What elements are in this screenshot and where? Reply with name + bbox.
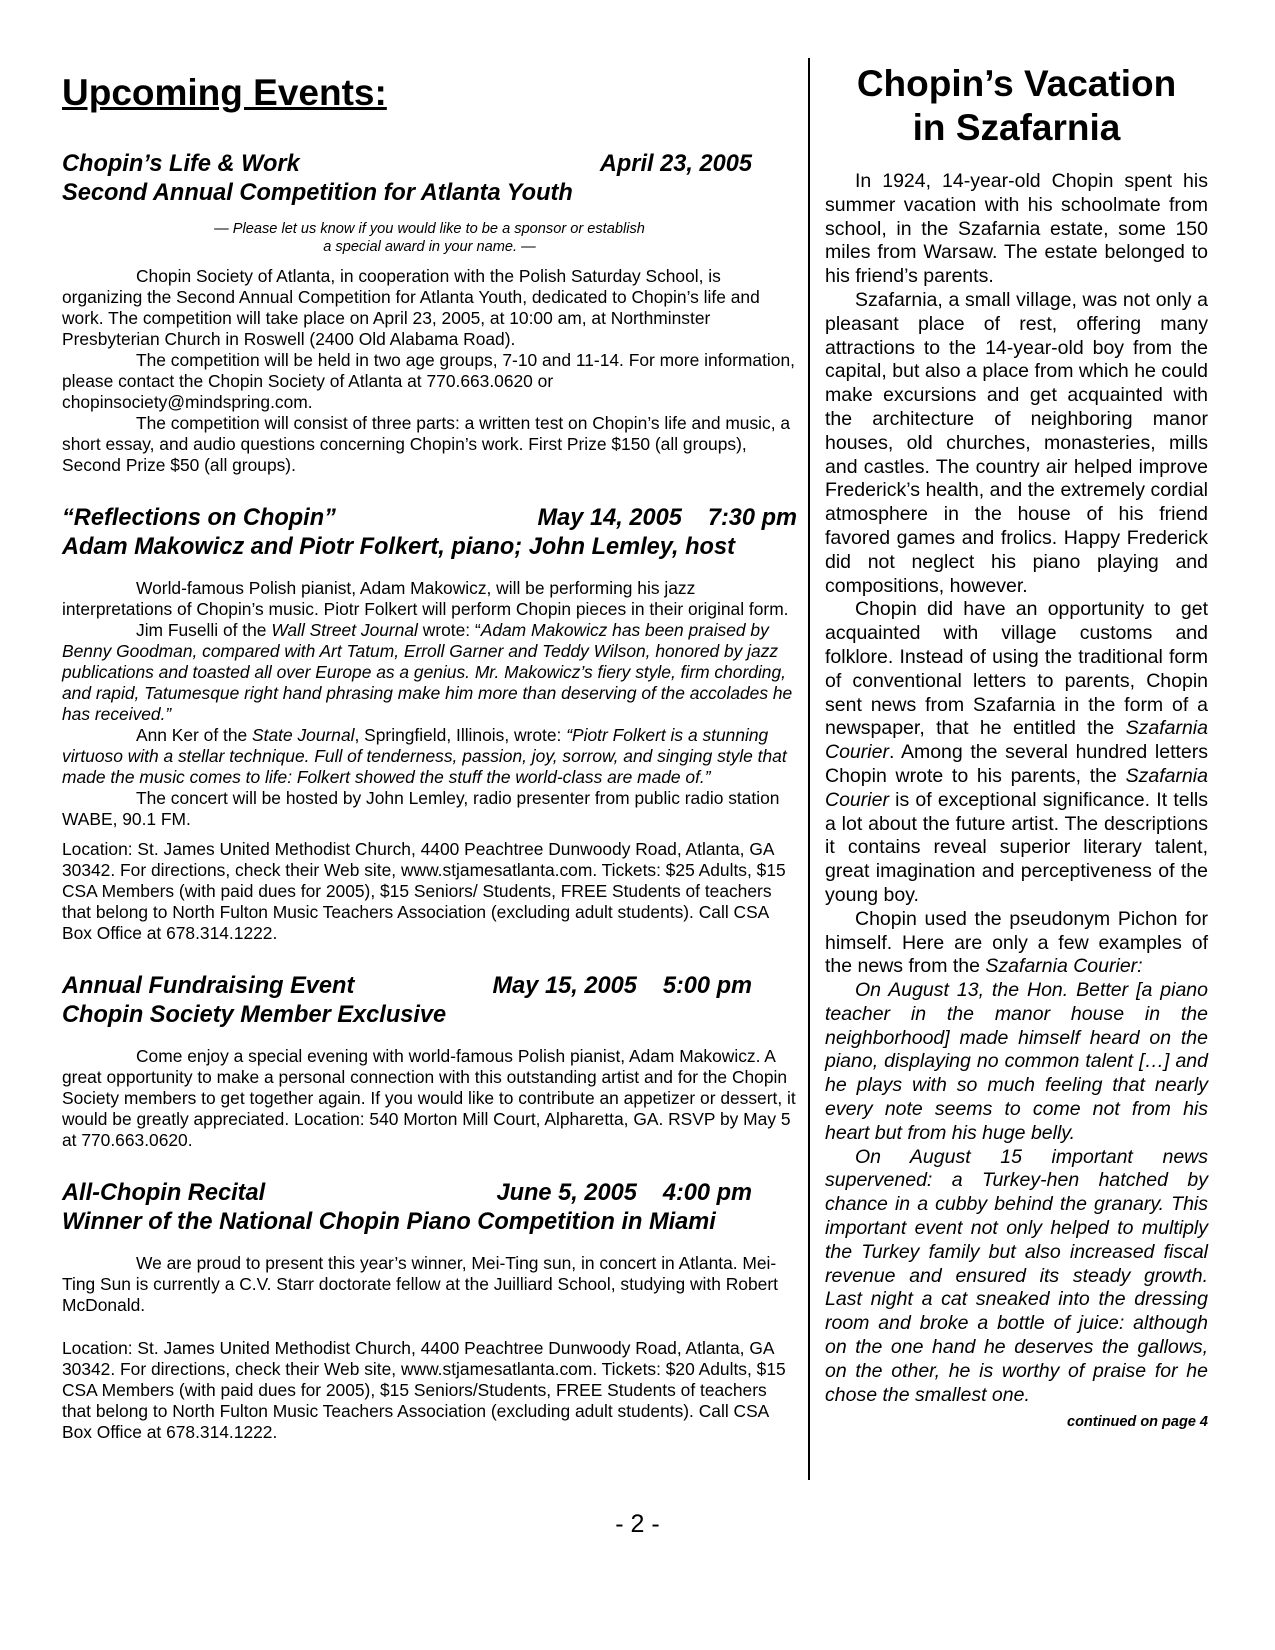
event-time: 5:00 pm bbox=[662, 973, 752, 999]
newspaper-name: Szafarnia Courier bbox=[825, 717, 1208, 764]
continued-note: continued on page 4 bbox=[1067, 1414, 1208, 1431]
event-title: Annual Fundraising Event bbox=[62, 973, 355, 999]
event-body bbox=[62, 578, 797, 944]
article-paragraph: In 1924, 14-year-old Chopin spent his summer vacation with his schoolmate from school, in the Szafarnia estate, some 150 miles from Warsaw. The estate belonged to his friend’s parents. bbox=[825, 170, 1208, 288]
event-title: Chopin’s Life & Work bbox=[62, 151, 300, 177]
newspaper-name: Szafarnia Courier bbox=[825, 764, 1208, 811]
text: wrote: “ bbox=[417, 620, 481, 640]
event-body bbox=[62, 1253, 797, 1443]
article-title-line: Chopin’s Vacation bbox=[856, 63, 1177, 104]
event-title-row bbox=[62, 150, 752, 179]
event-header bbox=[62, 1179, 797, 1237]
article-title-line: in Szafarnia bbox=[912, 107, 1121, 148]
event-title: All-Chopin Recital bbox=[62, 1180, 266, 1206]
article-column bbox=[825, 58, 1208, 1431]
event-paragraph: Come enjoy a special evening with world-famous Polish pianist, Adam Makowicz. A great opportunity to make a personal connection with this outstanding artist and for the Chopin Society members to get together again. If you would like to contribute an appetizer or dessert, it would be greatly appreciated. Location: 540 Morton Mill Court, Alpharetta, GA. RSVP by May 5 at 770.663.0620. bbox=[62, 1046, 796, 1150]
publication-name: State Journal bbox=[252, 725, 355, 745]
event-time: 4:00 pm bbox=[662, 1180, 752, 1206]
event-subtitle: Adam Makowicz and Piotr Folkert, piano; John Lemley, host bbox=[62, 534, 735, 560]
event-subtitle: Chopin Society Member Exclusive bbox=[62, 1002, 447, 1028]
event-title-row bbox=[62, 504, 797, 533]
article-title bbox=[825, 62, 1208, 150]
event-subtitle: Second Annual Competition for Atlanta Youth bbox=[62, 180, 573, 206]
event-when bbox=[538, 504, 797, 533]
upcoming-events-column bbox=[62, 70, 797, 1471]
page-number: - 2 - bbox=[615, 1510, 660, 1538]
event-body bbox=[62, 1046, 797, 1151]
event-header bbox=[62, 150, 797, 208]
event-paragraph: World-famous Polish pianist, Adam Makowicz, will be performing his jazz interpretations of Chopin’s music. Piotr Folkert will perform Chopin pieces in their original form. bbox=[62, 578, 789, 619]
text: Ann Ker of the bbox=[136, 725, 253, 745]
event-paragraph: We are proud to present this year’s winner, Mei-Ting sun, in concert in Atlanta. Mei-Ting Sun is currently a C.V. Starr doctorate fellow at the Juilliard School, studying with Robert McDonald. bbox=[62, 1253, 778, 1315]
text: , Springfield, Illinois, wrote: bbox=[354, 725, 567, 745]
article-paragraph bbox=[825, 598, 1208, 907]
newspaper-name: Szafarnia Courier: bbox=[985, 955, 1143, 978]
event-subtitle: Winner of the National Chopin Piano Competition in Miami bbox=[62, 1209, 716, 1235]
quote-text: Adam Makowicz has been praised by Benny Goodman, compared with Art Tatum, Erroll Garner and Teddy Wilson, honored by jazz publications and toasted all over Europe as a genius. Mr. Makowicz’s fiery style, firm chording, and rapid, Tatumesque right hand phrasing make him more than deserving of the accolades he has received.” bbox=[62, 620, 793, 724]
article-paragraph bbox=[825, 908, 1208, 979]
event-title: “Reflections on Chopin” bbox=[62, 505, 336, 531]
event-date: May 14, 2005 bbox=[537, 505, 682, 531]
text: . Among the several hundred letters Chopin wrote to his parents, the bbox=[825, 741, 1208, 787]
sponsor-note: — Please let us know if you would like to be a sponsor or establish a special award in your name. — bbox=[214, 221, 645, 255]
event-chopins-life-work bbox=[62, 150, 797, 476]
event-paragraph: Chopin Society of Atlanta, in cooperation with the Polish Saturday School, is organizing the Second Annual Competition for Atlanta Youth, dedicated to Chopin’s life and work. The competition will take place on April 23, 2005, at 10:00 am, at Northminster Presbyterian Church in Roswell (2400 Old Alabama Road). bbox=[62, 266, 760, 349]
event-all-chopin-recital bbox=[62, 1179, 797, 1443]
text: is of exceptional significance. It tells a lot about the future artist. The descriptions it contains reveal superior literary talent, great imagination and perceptiveness of the young boy. bbox=[825, 788, 1208, 906]
text: Chopin did have an opportunity to get acquainted with village customs and folklore. Instead of using the traditional form of conventional letters to parents, Chopin sent news from Szafarnia in the form of a newspaper, that he entitled the bbox=[825, 598, 1208, 740]
column-divider bbox=[808, 58, 810, 1480]
event-date: June 5, 2005 bbox=[496, 1180, 637, 1206]
courier-quote: On August 13, the Hon. Better [a piano teacher in the manor house in the neighborhood] made himself heard on the piano, displaying no common talent […] and he plays with so much feeling that nearly every note seems to come not from his heart but from his huge belly. bbox=[825, 979, 1208, 1144]
text: Chopin used the pseudonym Pichon for himself. Here are only a few examples of the news from the bbox=[825, 907, 1208, 978]
event-annual-fundraising bbox=[62, 972, 797, 1151]
event-header bbox=[62, 972, 797, 1030]
event-date: April 23, 2005 bbox=[599, 151, 752, 177]
event-time: 7:30 pm bbox=[707, 505, 797, 531]
event-header bbox=[62, 504, 797, 562]
quote-text: “Piotr Folkert is a stunning virtuoso with a stellar technique. Full of tenderness, passion, joy, sorrow, and singing style that made the music comes to life: Folkert showed the stuff the world-class are made of.” bbox=[62, 725, 787, 787]
article-paragraph: Szafarnia, a small village, was not only a pleasant place of rest, offering many attractions to the 14-year-old boy from the capital, but also a place from which he could make excursions and get acquainted with the architecture of neighboring manor houses, old churches, monasteries, mills and castles. The country air helped improve Frederick’s health, and the extremely cordial atmosphere in the house of his friend favored games and frolics. Happy Frederick did not neglect his piano playing and compositions, however. bbox=[825, 288, 1208, 597]
event-location: Location: St. James United Methodist Church, 4400 Peachtree Dunwoody Road, Atlanta, GA 30342. For directions, check their Web site, www.stjamesatlanta.com. Tickets: $20 Adults, $15 CSA Members (with paid dues for 2005), $15 Seniors/Students, FREE Students of teachers that belong to North Fulton Music Teachers Association (excluding adult students). Call CSA Box Office at 678.314.1222. bbox=[62, 1338, 786, 1442]
text: Jim Fuselli of the bbox=[136, 620, 272, 640]
event-when bbox=[493, 972, 752, 1001]
review-quote-wsj bbox=[62, 620, 797, 725]
event-title-row bbox=[62, 972, 752, 1001]
event-location: Location: St. James United Methodist Church, 4400 Peachtree Dunwoody Road, Atlanta, GA 30342. For directions, check their Web site, www.stjamesatlanta.com. Tickets: $25 Adults, $15 CSA Members (with paid dues for 2005), $15 Seniors/ Students, FREE Students of teachers that belong to North Fulton Music Teachers Association (excluding adult students). Call CSA Box Office at 678.314.1222. bbox=[62, 839, 786, 943]
event-paragraph: The competition will consist of three parts: a written test on Chopin’s life and music, a short essay, and audio questions concerning Chopin’s work. First Prize $150 (all groups), Second Prize $50 (all groups). bbox=[62, 413, 791, 475]
upcoming-events-title: Upcoming Events: bbox=[62, 72, 387, 113]
publication-name: Wall Street Journal bbox=[271, 620, 418, 640]
event-when bbox=[496, 1179, 752, 1208]
event-paragraph: The concert will be hosted by John Lemley, radio presenter from public radio station WABE, 90.1 FM. bbox=[62, 788, 780, 829]
event-reflections-on-chopin bbox=[62, 504, 797, 944]
event-paragraph: The competition will be held in two age groups, 7-10 and 11-14. For more information, please contact the Chopin Society of Atlanta at 770.663.0620 or chopinsociety@mindspring.com. bbox=[62, 350, 795, 412]
event-title-row bbox=[62, 1179, 752, 1208]
courier-quote: On August 15 important news supervened: a Turkey-hen hatched by chance in a cubby behind the granary. This important event not only helped to multiply the Turkey family but also increased fiscal revenue and ensured its steady growth. Last night a cat sneaked into the dressing room and broke a bottle of juice: although on the one hand he deserves the gallows, on the other, he is worthy of praise for he chose the smallest one. bbox=[825, 1145, 1208, 1406]
review-quote-state-journal bbox=[62, 725, 797, 788]
event-date: May 15, 2005 bbox=[492, 973, 637, 999]
